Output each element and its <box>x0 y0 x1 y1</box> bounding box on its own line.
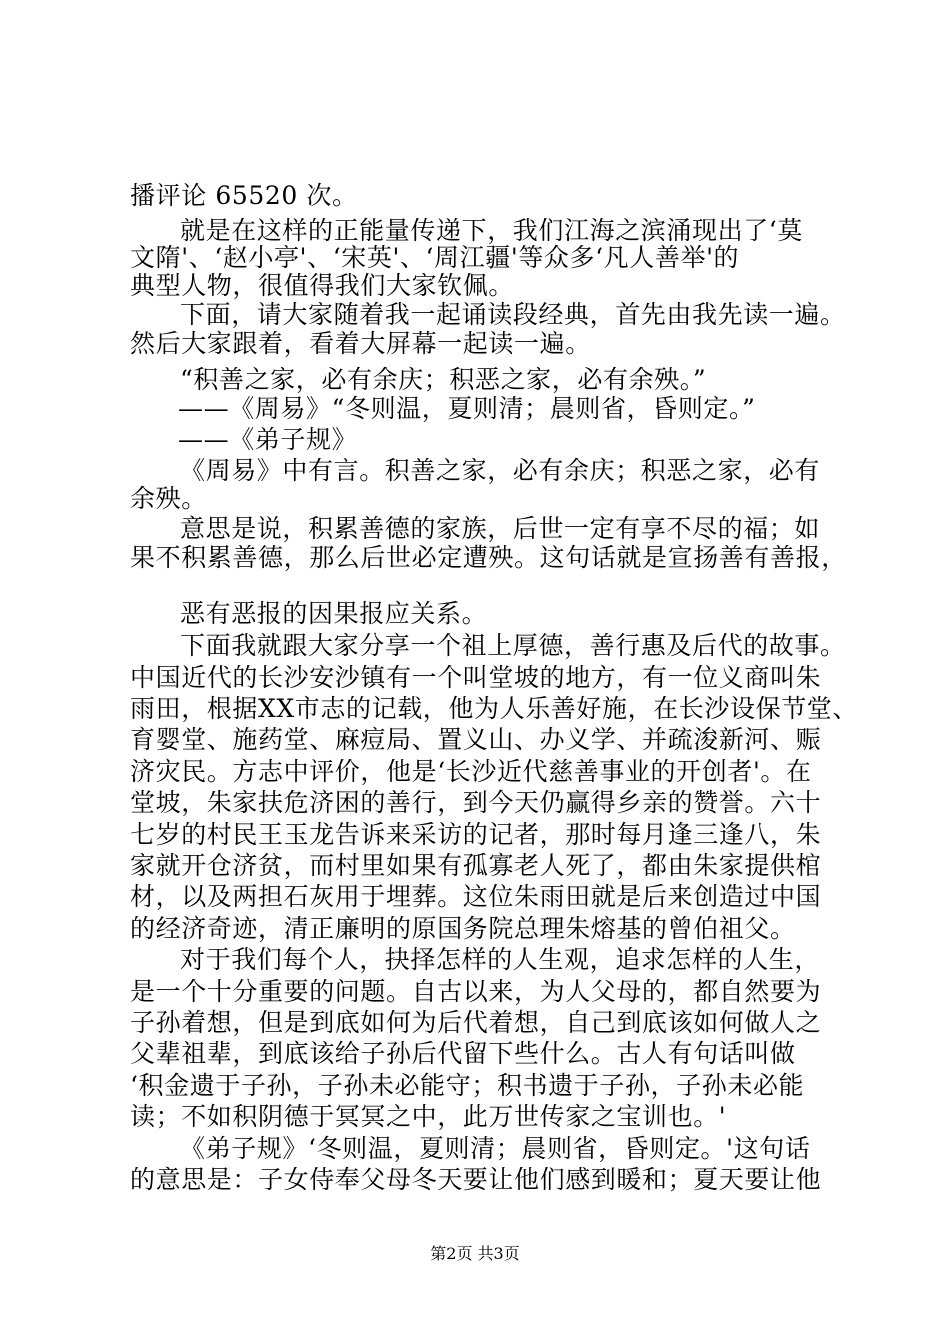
text-line: 济灾民。方志中评价，他是‘长沙近代慈善事业的开创者'。在 <box>130 757 812 786</box>
text-line: “积善之家，必有余庆；积恶之家，必有余殃。” <box>180 365 707 394</box>
text-line: ——《周易》“冬则温，夏则清；晨则省，昏则定。” <box>178 394 756 423</box>
text-line: 余殃。 <box>130 484 207 513</box>
text-line: 父辈祖辈，到底该给子孙后代留下些什么。古人有句话叫做 <box>130 1039 796 1068</box>
text-line: 材，以及两担石灰用于埋葬。这位朱雨田就是后来创造过中国 <box>130 882 822 911</box>
text-line: 中国近代的长沙安沙镇有一个叫堂坡的地方，有一位义商叫朱 <box>130 663 822 692</box>
text-line: 播评论 65520 次。 <box>130 181 358 210</box>
text-line: 育婴堂、施药堂、麻痘局、置义山、办义学、并疏浚新河、赈 <box>130 725 822 754</box>
text-line: 下面我就跟大家分享一个祖上厚德，善行惠及后代的故事。 <box>180 631 846 660</box>
text-line: 堂坡，朱家扶危济困的善行，到今天仍赢得乡亲的赞誉。六十 <box>130 788 822 817</box>
text-line: ——《弟子规》 <box>178 425 358 454</box>
text-line: 读；不如积阴德于冥冥之中，此万世传家之宝训也。' <box>130 1102 727 1131</box>
text-line: 文隋'、‘赵小亭'、‘宋英'、‘周江疆'等众多‘凡人善举'的 <box>130 243 740 272</box>
text-line: 《周易》中有言。积善之家，必有余庆；积恶之家，必有 <box>180 456 821 485</box>
text-line: 的经济奇迹，清正廉明的原国务院总理朱熔基的曾伯祖父。 <box>130 914 796 943</box>
text-line: 的意思是：子女侍奉父母冬天要让他们感到暖和；夏天要让他 <box>130 1165 822 1194</box>
text-line: 恶有恶报的因果报应关系。 <box>180 599 488 628</box>
text-line: 就是在这样的正能量传递下，我们江海之滨涌现出了‘莫 <box>180 216 803 245</box>
text-line: 《弟子规》‘冬则温，夏则清；晨则省，昏则定。'这句话 <box>180 1134 811 1163</box>
text-line: 雨田，根据XX市志的记载，他为人乐善好施，在长沙设保节堂、 <box>130 694 858 723</box>
text-line: 七岁的村民王玉龙告诉来采访的记者，那时每月逢三逢八，朱 <box>130 820 822 849</box>
text-line: 然后大家跟着，看着大屏幕一起读一遍。 <box>130 329 591 358</box>
text-line: 下面，请大家随着我一起诵读段经典，首先由我先读一遍。 <box>180 300 846 329</box>
text-line: 典型人物，很值得我们大家钦佩。 <box>130 271 515 300</box>
text-line: 子孙着想，但是到底如何为后代着想，自己到底该如何做人之 <box>130 1008 822 1037</box>
text-line: 对于我们每个人，抉择怎样的人生观，追求怎样的人生， <box>180 945 821 974</box>
page-number-footer: 第2页 共3页 <box>430 1244 520 1263</box>
text-line: 意思是说，积累善德的家族，后世一定有享不尽的福；如 <box>180 514 821 543</box>
text-line: 是一个十分重要的问题。自古以来，为人父母的，都自然要为 <box>130 977 822 1006</box>
text-line: 果不积累善德，那么后世必定遭殃。这句话就是宣扬善有善报， <box>130 543 847 572</box>
text-line: 家就开仓济贫，而村里如果有孤寡老人死了，都由朱家提供棺 <box>130 851 822 880</box>
text-line: ‘积金遗于子孙，子孙未必能守；积书遗于子孙，子孙未必能 <box>130 1071 805 1100</box>
